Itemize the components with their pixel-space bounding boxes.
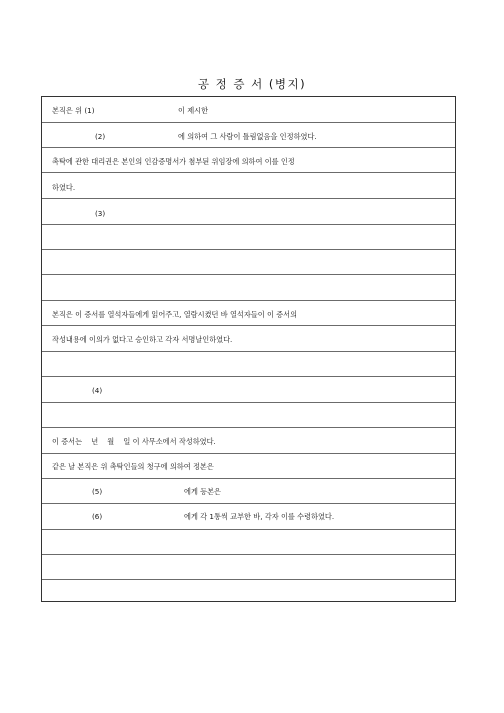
form-table bbox=[41, 96, 456, 602]
form-row bbox=[42, 198, 455, 225]
form-row bbox=[42, 402, 455, 428]
line-text: 본직은 위 (1) bbox=[52, 106, 95, 115]
form-row bbox=[42, 224, 455, 250]
line-text: (4) bbox=[92, 386, 103, 395]
line-text: 에게 등본은 bbox=[184, 487, 222, 496]
form-row bbox=[42, 478, 455, 504]
form-row bbox=[42, 554, 455, 580]
form-row bbox=[42, 172, 455, 199]
line-text: 에게 각 1통씩 교부한 바, 각자 이를 수령하였다. bbox=[184, 512, 335, 521]
line-text: (6) bbox=[92, 512, 103, 521]
form-row bbox=[42, 249, 455, 275]
form-row bbox=[42, 376, 455, 403]
line-text: 작성내용에 이의가 없다고 승인하고 각자 서명날인하였다. bbox=[52, 335, 233, 344]
form-row bbox=[42, 274, 455, 301]
line-text: 촉탁에 관한 대리권은 본인의 인감증명서가 첨부된 위임장에 의하여 이를 인정 bbox=[52, 157, 295, 166]
line-text: 이 증서는 년 월 일 이 사무소에서 작성하였다. bbox=[52, 437, 216, 446]
line-text: (3) bbox=[95, 209, 106, 218]
line-text: 같은 날 본직은 위 촉탁인들의 청구에 의하여 정본은 bbox=[52, 462, 214, 471]
line-text: (2) bbox=[95, 132, 106, 141]
line-text: 이 제시한 bbox=[178, 106, 209, 115]
form-row bbox=[42, 427, 455, 454]
line-text: (5) bbox=[92, 487, 103, 496]
form-row bbox=[42, 300, 455, 326]
form-row bbox=[42, 97, 455, 123]
form-row bbox=[42, 453, 455, 479]
line-text: 본직은 이 증서를 열석자들에게 읽어주고, 열람시켰던 바 열석자들이 이 증서의 bbox=[52, 310, 298, 319]
line-text: 하였다. bbox=[52, 183, 76, 192]
form-row bbox=[42, 351, 455, 377]
form-row bbox=[42, 122, 455, 148]
form-row bbox=[42, 325, 455, 352]
line-text: 에 의하여 그 사람이 틀림없음을 인정하였다. bbox=[178, 132, 317, 141]
form-row bbox=[42, 147, 455, 173]
page-title: 공 정 증 서 (병지) bbox=[197, 77, 307, 91]
form-row bbox=[42, 529, 455, 555]
form-row bbox=[42, 503, 455, 530]
